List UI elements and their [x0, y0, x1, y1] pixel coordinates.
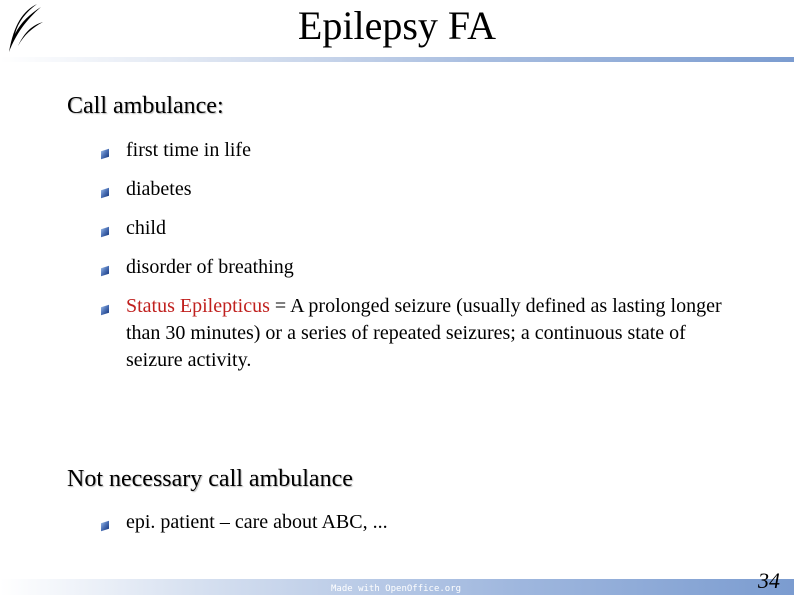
bullet-icon	[101, 266, 109, 277]
list-item-status-epilepticus	[100, 293, 740, 374]
list-item-text: diabetes	[126, 178, 192, 200]
call-ambulance-list	[100, 137, 740, 374]
footer-credit: Made with OpenOffice.org	[331, 584, 462, 594]
list-item	[100, 254, 740, 281]
bullet-icon	[101, 227, 109, 238]
status-epilepticus-definition: = A prolonged seizure (usually defined as lasting longer than 30 minutes) or a series of repeated seizures; a continuous state of seizure activity.	[126, 295, 722, 371]
list-item	[100, 509, 740, 536]
bullet-icon	[101, 305, 109, 316]
list-item-text: first time in life	[126, 139, 251, 161]
section-heading-not-necessary: Not necessary call ambulance	[67, 466, 353, 492]
list-item	[100, 137, 740, 164]
bullet-icon	[101, 149, 109, 160]
list-item-text: epi. patient – care about ABC, ...	[126, 511, 388, 533]
list-item	[100, 176, 740, 203]
list-item-text: child	[126, 217, 166, 239]
title-rule	[0, 57, 794, 62]
list-item	[100, 215, 740, 242]
status-epilepticus-term: Status Epilepticus	[126, 295, 270, 317]
list-item-text: disorder of breathing	[126, 256, 294, 278]
not-necessary-list	[100, 509, 740, 536]
slide-title: Epilepsy FA	[297, 3, 497, 48]
section-heading-call-ambulance: Call ambulance:	[67, 93, 224, 119]
page-number: 34	[758, 568, 780, 593]
bullet-icon	[101, 521, 109, 532]
bullet-icon	[101, 188, 109, 199]
